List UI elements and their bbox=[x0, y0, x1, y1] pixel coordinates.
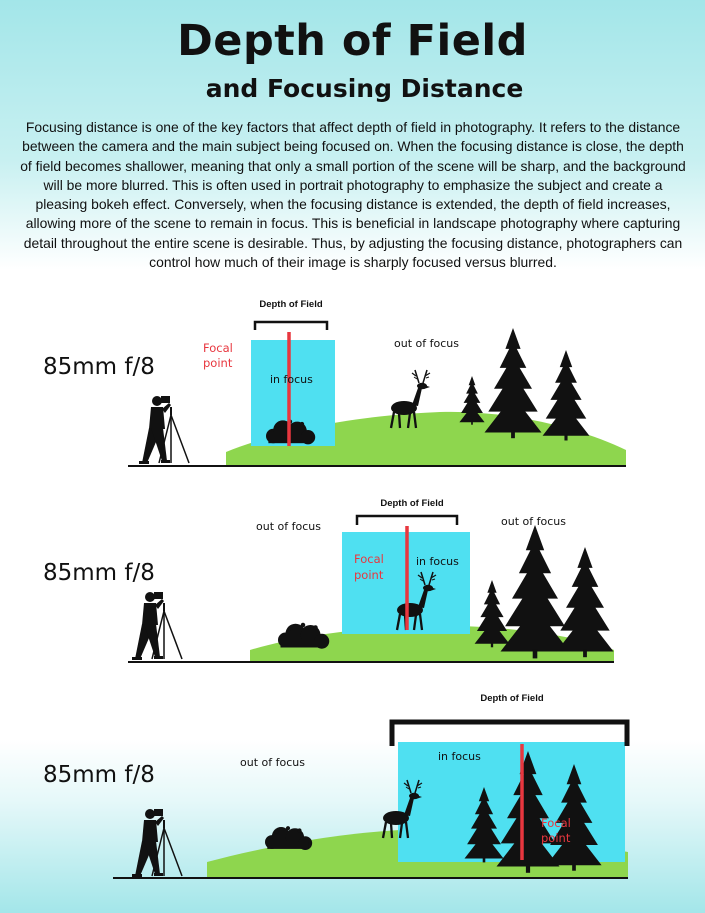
scene-2-in-focus-label: in focus bbox=[416, 555, 459, 568]
scene-1-dof-label: Depth of Field bbox=[259, 299, 323, 310]
scene-3-focal-label-1: Focal bbox=[541, 816, 571, 830]
scene-2-focal-label-2: point bbox=[354, 568, 384, 582]
scene-1-dof-bracket bbox=[255, 322, 327, 330]
scene-1-tree bbox=[485, 328, 542, 438]
scene-3-in-focus-label: in focus bbox=[438, 750, 481, 763]
scene-2-tree bbox=[501, 525, 570, 658]
page-title: Depth of Field bbox=[177, 16, 528, 66]
page-subtitle: and Focusing Distance bbox=[205, 74, 524, 103]
scene-1-focal-label-1: Focal bbox=[203, 341, 233, 355]
scene-1-tree bbox=[543, 350, 590, 440]
scene-2-photographer bbox=[132, 592, 182, 660]
scene-3-photographer bbox=[132, 809, 182, 877]
scene-2-dof-bracket bbox=[357, 516, 457, 525]
scene-1-in-focus-label: in focus bbox=[270, 373, 313, 386]
scene-2-bush bbox=[278, 623, 329, 649]
scene-2 bbox=[43, 498, 614, 662]
scene-2-tree bbox=[475, 580, 510, 647]
scene-1 bbox=[43, 299, 626, 466]
scene-1-photographer bbox=[139, 396, 189, 464]
scene-2-tree bbox=[557, 547, 614, 657]
scene-3-out-of-focus-label: out of focus bbox=[240, 756, 305, 769]
scene-3-dof-label: Depth of Field bbox=[480, 693, 544, 704]
intro-paragraph: Focusing distance is one of the key factors that affect depth of field in photography. It refers to the distance between the camera and the main subject being focused on. When the focusing distance is close, the depth of field becomes shallower, meaning that only a small portion of the scene will be sharp, and the background will be more blurred. This is often used in portrait photography to emphasize the subject and create a pleasing bokeh effect. Conversely, when the focusing distance is extended, the depth of field increases, allowing more of the scene to remain in focus. This is beneficial in landscape photography where capturing detail throughout the entire scene is desirable. Thus, by adjusting the focusing distance, photographers can control how much of their image is sharply focused versus blurred. bbox=[20, 119, 686, 271]
scene-2-focal-label-1: Focal bbox=[354, 552, 384, 566]
scene-3-focal-label-2: point bbox=[541, 831, 571, 845]
scene-2-dof-label: Depth of Field bbox=[380, 498, 444, 509]
scene-2-out-of-focus-label-near: out of focus bbox=[256, 520, 321, 533]
scene-3-bush bbox=[265, 826, 312, 850]
scene-1-out-of-focus-label: out of focus bbox=[394, 337, 459, 350]
scene-2-out-of-focus-label-far: out of focus bbox=[501, 515, 566, 528]
scene-1-focal-label-2: point bbox=[203, 356, 233, 370]
scene-3-lens-label: 85mm f/8 bbox=[43, 762, 155, 788]
scene-1-tree bbox=[459, 376, 484, 425]
scene-2-lens-label: 85mm f/8 bbox=[43, 560, 155, 586]
scene-1-lens-label: 85mm f/8 bbox=[43, 354, 155, 380]
scene-3 bbox=[43, 693, 628, 878]
